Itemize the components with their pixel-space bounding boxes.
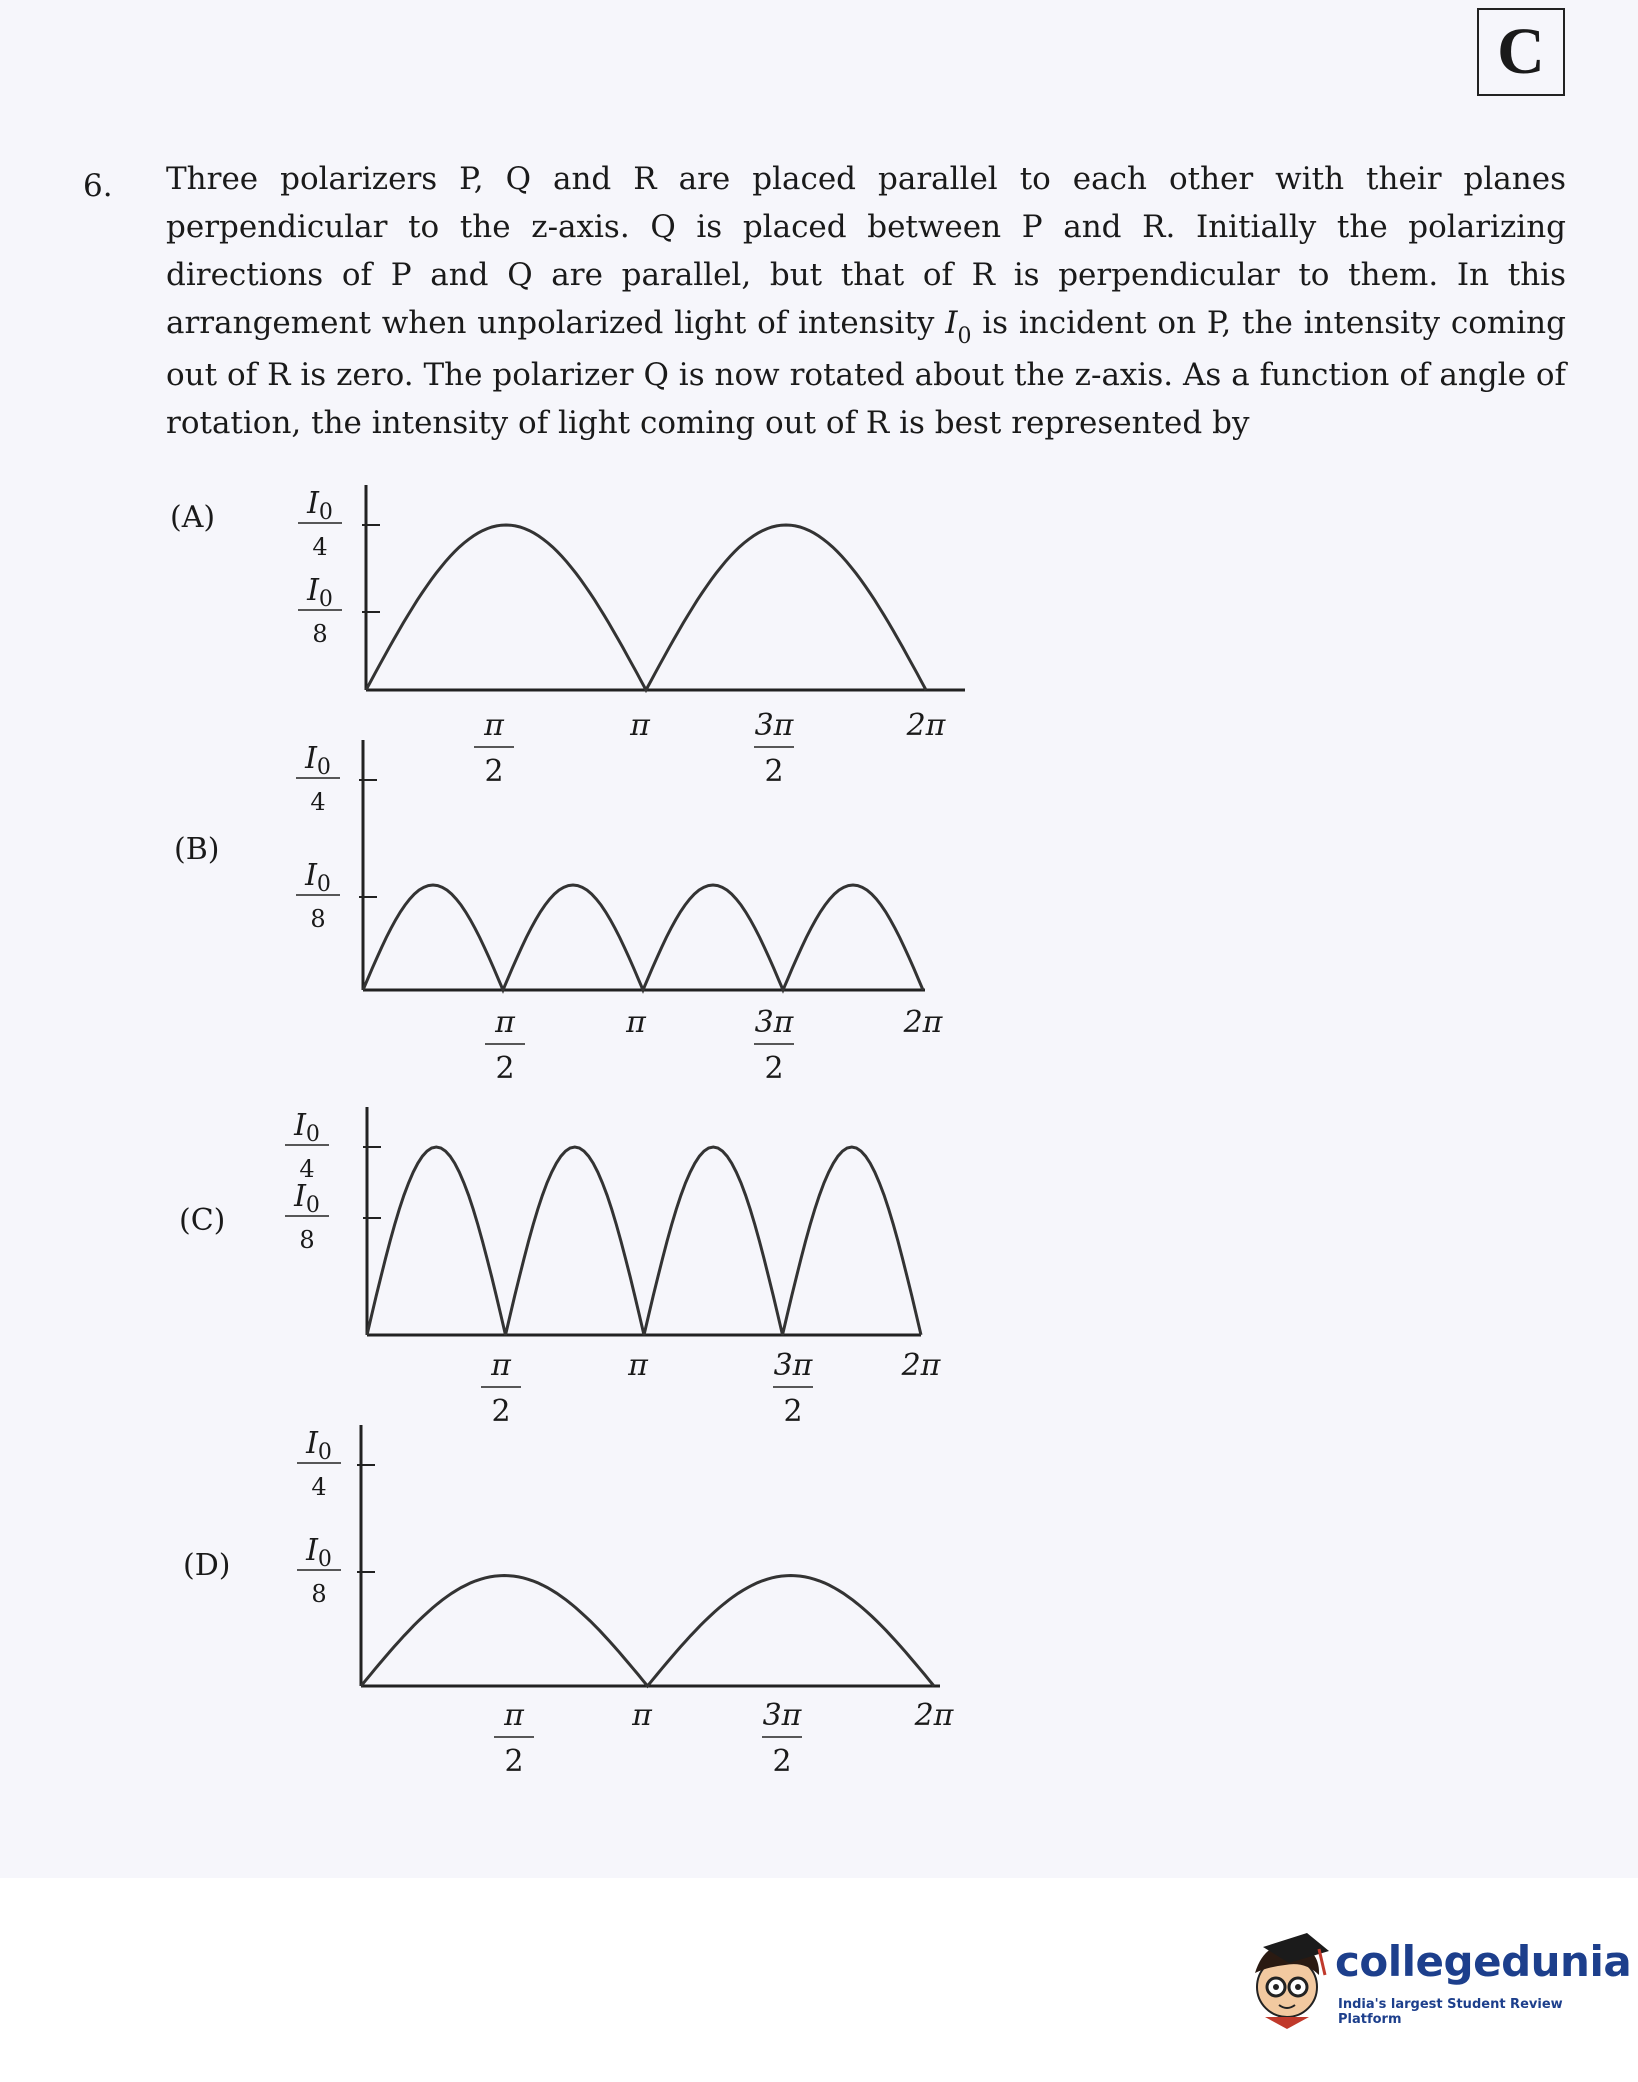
logo-wordmark: collegedunia bbox=[1335, 1937, 1632, 1986]
x-tick-label-denominator: 2 bbox=[495, 1051, 515, 1086]
paper-code: C bbox=[1497, 15, 1545, 88]
option-c-label[interactable]: (C) bbox=[179, 1203, 226, 1238]
x-tick-label-numerator: 3π bbox=[773, 1348, 813, 1383]
y-tick-label-denominator: 4 bbox=[310, 788, 326, 816]
y-tick-subscript: 0 bbox=[318, 500, 333, 525]
y-tick-symbol: I bbox=[306, 1426, 318, 1461]
x-tick-label-denominator: 2 bbox=[772, 1744, 792, 1779]
y-tick-label-numerator bbox=[306, 486, 333, 525]
y-tick-subscript: 0 bbox=[305, 1193, 320, 1218]
collegedunia-logo bbox=[1245, 1925, 1632, 2035]
y-tick-subscript: 0 bbox=[305, 1122, 320, 1147]
y-tick-label-numerator bbox=[293, 1179, 320, 1218]
intensity-symbol-letter: I bbox=[945, 305, 958, 341]
y-tick-symbol: I bbox=[307, 486, 319, 521]
option-a-label[interactable]: (A) bbox=[170, 500, 216, 535]
y-tick-subscript: 0 bbox=[316, 872, 331, 897]
y-tick-subscript: 0 bbox=[317, 1547, 332, 1572]
x-tick-label: 2π bbox=[914, 1698, 954, 1733]
y-tick-label-numerator bbox=[293, 1108, 320, 1147]
y-tick-label-denominator: 8 bbox=[310, 905, 326, 933]
x-tick-label-numerator: π bbox=[495, 1005, 515, 1040]
logo-tagline: India's largest Student Review Platform bbox=[1338, 1997, 1563, 2027]
x-tick-label: 2π bbox=[903, 1005, 943, 1040]
x-tick-label: π bbox=[628, 1348, 648, 1383]
x-tick-label-denominator: 2 bbox=[764, 1051, 784, 1086]
option-b-label[interactable]: (B) bbox=[174, 832, 220, 867]
y-tick-symbol: I bbox=[307, 573, 319, 608]
x-tick-label: π bbox=[626, 1005, 646, 1040]
x-tick-label-numerator: 3π bbox=[754, 708, 794, 743]
y-tick-symbol: I bbox=[306, 1533, 318, 1568]
y-tick-label-numerator bbox=[306, 573, 333, 612]
option-d-label[interactable]: (D) bbox=[183, 1548, 231, 1583]
question-number: 6. bbox=[83, 168, 113, 204]
x-tick-label: 2π bbox=[901, 1348, 941, 1383]
y-tick-symbol: I bbox=[294, 1179, 306, 1214]
x-tick-label: 2π bbox=[906, 708, 946, 743]
y-tick-label-numerator bbox=[304, 741, 331, 780]
y-tick-subscript: 0 bbox=[316, 755, 331, 780]
intensity-curve bbox=[363, 885, 923, 990]
x-tick-label-denominator: 2 bbox=[484, 754, 504, 789]
question-text-part1: Three polarizers P, Q and R are placed parallel to each other with their planes perpendicular to the z-axis. Q is placed between P and R. Initially the polarizing directions of P and Q are parallel, but that of R is perpendicular to them. In this arrangement when unpolarized light of intensity bbox=[166, 161, 1566, 341]
y-tick-label-numerator bbox=[305, 1533, 332, 1572]
x-tick-label: π bbox=[632, 1698, 652, 1733]
y-tick-label-denominator: 4 bbox=[311, 1473, 327, 1501]
intensity-curve bbox=[366, 525, 926, 690]
intensity-subscript: 0 bbox=[957, 324, 972, 349]
y-tick-symbol: I bbox=[305, 858, 317, 893]
mascot-icon bbox=[1245, 1925, 1335, 2035]
question-text-part2: is incident on P, the intensity coming out of R is zero. The polarizer Q is now rotated about the z-axis. As a function of angle of rotation, the intensity of light coming out of R is best represented by bbox=[166, 305, 1566, 441]
y-tick-label-denominator: 8 bbox=[312, 620, 328, 648]
y-tick-label-denominator: 4 bbox=[312, 533, 328, 561]
y-tick-symbol: I bbox=[305, 741, 317, 776]
y-tick-symbol: I bbox=[294, 1108, 306, 1143]
y-tick-subscript: 0 bbox=[317, 1440, 332, 1465]
y-tick-label-numerator bbox=[305, 1426, 332, 1465]
y-tick-label-denominator: 8 bbox=[311, 1580, 327, 1608]
x-tick-label-denominator: 2 bbox=[491, 1394, 511, 1429]
y-tick-subscript: 0 bbox=[318, 587, 333, 612]
x-tick-label-numerator: π bbox=[484, 708, 504, 743]
x-tick-label-numerator: 3π bbox=[762, 1698, 802, 1733]
intensity-curve bbox=[367, 1147, 921, 1335]
x-tick-label-denominator: 2 bbox=[504, 1744, 524, 1779]
x-tick-label-numerator: π bbox=[491, 1348, 511, 1383]
x-tick-label: π bbox=[630, 708, 650, 743]
x-tick-label-numerator: π bbox=[504, 1698, 524, 1733]
intensity-curve bbox=[361, 1576, 934, 1687]
y-tick-label-numerator bbox=[304, 858, 331, 897]
x-tick-label-denominator: 2 bbox=[764, 754, 784, 789]
x-tick-label-numerator: 3π bbox=[754, 1005, 794, 1040]
x-tick-label-denominator: 2 bbox=[783, 1394, 803, 1429]
y-tick-label-denominator: 8 bbox=[299, 1226, 315, 1254]
y-tick-label-denominator: 4 bbox=[299, 1155, 315, 1183]
